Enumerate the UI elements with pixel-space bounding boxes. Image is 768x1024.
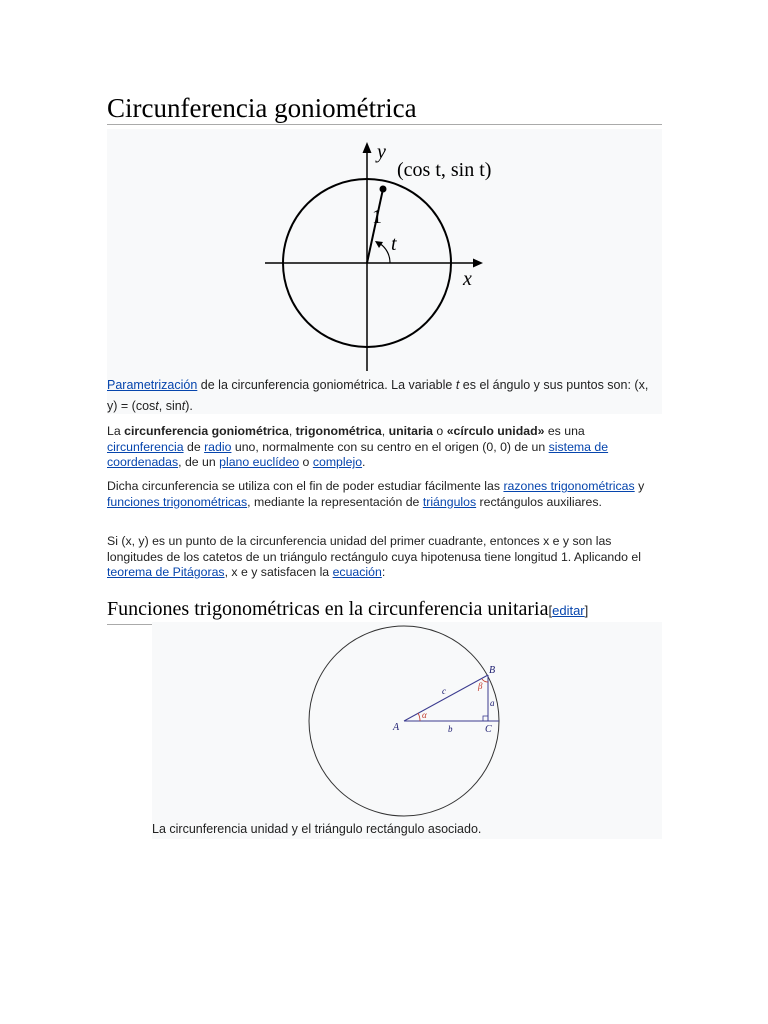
link-radio[interactable]: radio: [204, 439, 232, 454]
link-sistema-de-coordenadas[interactable]: sistema de coordenadas: [107, 439, 609, 469]
caption-var: t: [155, 399, 159, 413]
link-plano-euclideo[interactable]: plano euclídeo: [219, 455, 300, 469]
label-x: x: [463, 268, 472, 290]
link-circunferencia[interactable]: circunferencia: [107, 439, 184, 454]
unit-triangle-diagram: [152, 622, 662, 822]
link-teorema-de-pitagoras[interactable]: teorema de Pitágoras: [107, 565, 225, 579]
caption-text: ).: [185, 399, 193, 413]
link-funciones-trigonometricas[interactable]: funciones trigonométricas: [107, 494, 248, 509]
label-b: b: [448, 724, 453, 734]
text: .: [362, 455, 366, 469]
figure1-caption: [107, 375, 662, 417]
caption-text: de la circunferencia goniométrica. La variable: [197, 378, 456, 392]
label-a: a: [490, 698, 495, 708]
text: uno, normalmente con su centro en el origen (0, 0) de un: [231, 439, 549, 454]
bold-term: «círculo unidad»: [446, 424, 545, 438]
alpha-arc: [418, 713, 420, 721]
caption-text: es el ángulo y sus puntos son: (x, y) = (cos: [107, 378, 649, 413]
link-parametrizacion[interactable]: Parametrización: [107, 378, 198, 392]
paragraph-pythagoras: [107, 534, 662, 581]
bold-term: unitaria: [388, 424, 434, 438]
caption-var: t: [455, 378, 460, 392]
text: Si (x, y) es un punto de la circunferencia unidad del primer cuadrante, entonces x e y son las longitudes de los catetos de un triángulo rectángulo cuya hipotenusa tiene longitud 1. Aplicando el: [107, 534, 641, 564]
label-c: c: [442, 686, 446, 696]
label-angle: t: [391, 233, 397, 255]
section-heading-text: Funciones trigonométricas en la circunferencia unitaria: [107, 598, 549, 620]
figure2-caption: La circunferencia unidad y el triángulo rectángulo asociado.: [152, 822, 482, 836]
text: es una: [544, 424, 585, 438]
text: y: [634, 479, 645, 493]
side-c: [404, 675, 488, 721]
label-y: y: [377, 141, 386, 163]
text: :: [381, 565, 386, 579]
label-point: (cos t, sin t): [397, 159, 492, 181]
beta-arc: [482, 679, 488, 682]
edit-bracket: [: [548, 603, 553, 618]
link-complejo[interactable]: complejo: [312, 455, 363, 469]
figure-unit-circle: [107, 129, 662, 414]
caption-var: t: [181, 399, 186, 413]
paragraph-definition: [107, 424, 662, 471]
label-alpha: α: [422, 710, 427, 720]
edit-section: [548, 603, 588, 618]
text: Dicha circunferencia se utiliza con el fin de poder estudiar fácilmente las: [107, 479, 504, 493]
text: , de un: [178, 455, 220, 469]
edit-bracket: ]: [584, 603, 589, 618]
text: , mediante la representación de: [247, 494, 423, 509]
caption-text: , sin: [158, 399, 182, 413]
edit-link[interactable]: editar: [552, 603, 585, 618]
label-radius: 1: [372, 206, 382, 228]
text: o: [299, 455, 313, 469]
angle-arc: [379, 243, 390, 263]
right-angle-marker: [483, 716, 488, 721]
text: ,: [381, 424, 389, 438]
figure-unit-triangle: [152, 622, 662, 839]
bold-term: trigonométrica: [295, 424, 382, 438]
text: o: [433, 424, 447, 438]
y-axis-arrow: [363, 142, 372, 153]
label-B: B: [489, 665, 496, 676]
unit-circle-diagram: [107, 129, 662, 374]
text: de: [183, 439, 205, 454]
bold-term: circunferencia goniométrica: [124, 424, 289, 438]
text: , x e y satisfacen la: [224, 565, 333, 579]
text: ,: [288, 424, 296, 438]
text: La: [107, 424, 125, 438]
text: rectángulos auxiliares.: [476, 494, 602, 509]
page-title: Circunferencia goniométrica: [107, 92, 662, 125]
label-beta: β: [478, 681, 483, 691]
link-triangulos[interactable]: triángulos: [422, 494, 477, 509]
label-C: C: [485, 724, 492, 735]
point-marker: [380, 186, 387, 193]
label-A: A: [393, 722, 400, 733]
paragraph-usage: [107, 479, 662, 510]
link-ecuacion[interactable]: ecuación: [332, 565, 382, 579]
link-razones-trigonometricas[interactable]: razones trigonométricas: [503, 479, 635, 493]
x-axis-arrow: [473, 259, 483, 268]
section-heading: [107, 596, 662, 625]
